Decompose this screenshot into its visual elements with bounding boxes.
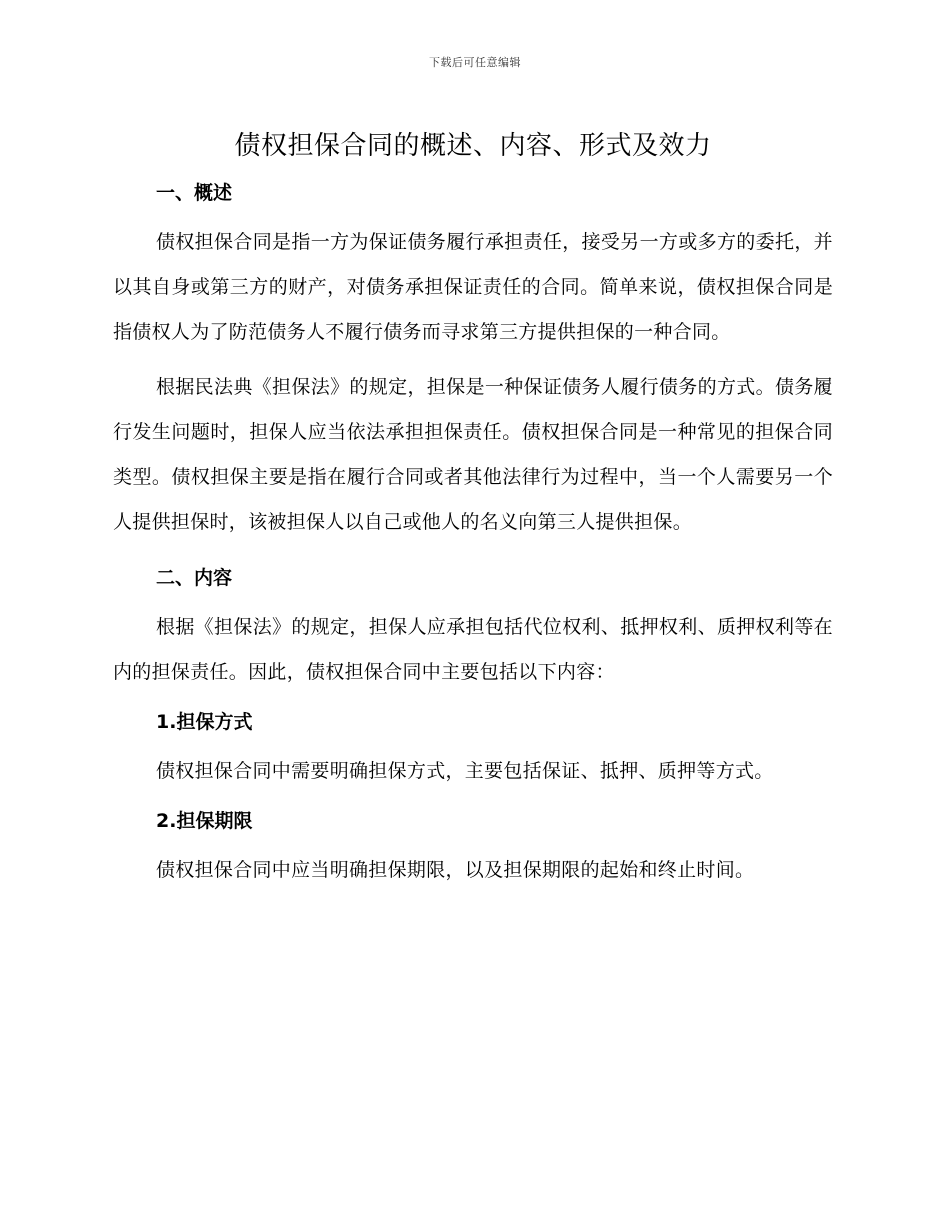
spacer (113, 838, 833, 848)
paragraph: 债权担保合同中应当明确担保期限，以及担保期限的起始和终止时间。 (156, 859, 755, 881)
document-title: 债权担保合同的概述、内容、形式及效力 (234, 131, 712, 161)
spacer (113, 695, 833, 705)
spacer (113, 794, 833, 804)
paragraph: 债权担保合同中需要明确担保方式，主要包括保证、抵押、质押等方式。 (156, 760, 774, 782)
section-heading-overview: 一、概述 (156, 182, 233, 204)
spacer (113, 739, 833, 749)
sub-heading-guarantee-period: 2.担保期限 (156, 810, 253, 832)
section-heading-content: 二、内容 (156, 567, 233, 589)
paragraph: 债权担保合同是指一方为保证债务履行承担责任，接受另一方或多方的委托，并以其自身或第三方的财产，对债务承担保证责任的合同。简单来说，债权担保合同是指债权人为了防范债务人不履行债务而寻求第三方提供担保的一种合同。 (113, 231, 833, 343)
spacer (113, 210, 833, 220)
paragraph: 根据《担保法》的规定，担保人应承担包括代位权利、抵押权利、质押权利等在内的担保责任。因此，债权担保合同中主要包括以下内容： (113, 616, 833, 683)
spacer (113, 595, 833, 605)
paragraph: 根据民法典《担保法》的规定，担保是一种保证债务人履行债务的方式。债务履行发生问题时，担保人应当依法承担担保责任。债权担保合同是一种常见的担保合同类型。债权担保主要是指在履行合同或者其他法律行为过程中，当一个人需要另一个人提供担保时，该被担保人以自己或他人的名义向第三人提供担保。 (113, 376, 833, 533)
document-body (113, 126, 833, 893)
page-header-note: 下载后可任意编辑 (429, 56, 521, 69)
sub-heading-guarantee-method: 1.担保方式 (156, 711, 253, 733)
spacer (113, 545, 833, 561)
spacer (113, 355, 833, 365)
